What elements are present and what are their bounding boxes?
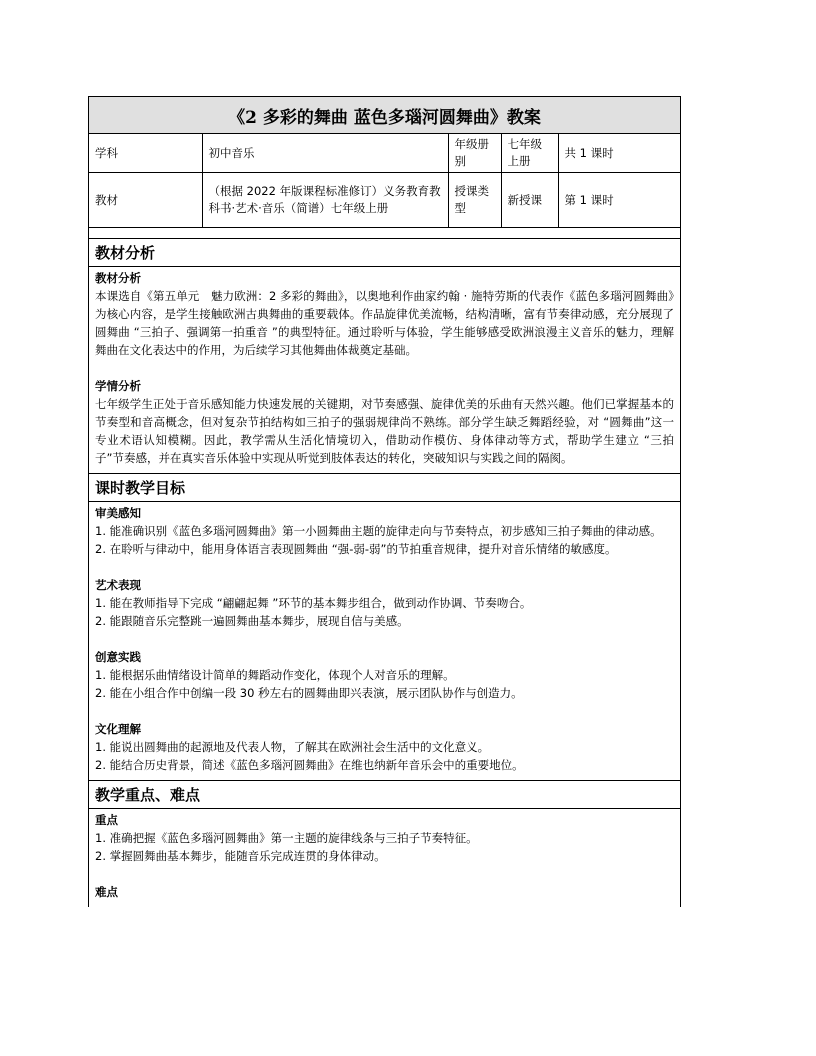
key-title: 重点 xyxy=(95,813,118,827)
culture-title: 文化理解 xyxy=(95,722,141,736)
document-title: 《2 多彩的舞曲 蓝色多瑙河圆舞曲》教案 xyxy=(89,97,680,134)
lesson-value: 第 1 课时 xyxy=(558,173,680,228)
section-heading-keypoints: 教学重点、难点 xyxy=(89,780,680,809)
subject-value: 初中音乐 xyxy=(202,134,448,173)
material-analysis-text: 本课选自《第五单元 魅力欧洲：2 多彩的舞曲》，以奥地利作曲家约翰 · 施特劳斯的代表作《蓝色多瑙河圆舞曲》为核心内容，是学生接触欧洲古典舞曲的重要载体。作品旋律优美流畅，结构清晰，富有节奏律动感，充分展现了圆舞曲 “三拍子、强调第一拍重音 ”的典型特征。通过聆听与体验，学生能够感受欧洲浪漫主义音乐的魅力，理解舞曲在文化表达中的作用，为后续学习其他舞曲体裁奠定基础。 xyxy=(95,289,674,357)
creative-item-1: 1. 能根据乐曲情绪设计简单的舞蹈动作变化，体现个人对音乐的理解。 xyxy=(95,668,455,682)
textbook-value: （根据 2022 年版课程标准修订）义务教育教科书·艺术·音乐（简谱）七年级上册 xyxy=(202,173,448,228)
art-item-2: 2. 能跟随音乐完整跳一遍圆舞曲基本舞步，展现自信与美感。 xyxy=(95,614,409,628)
type-label: 授课类型 xyxy=(448,173,501,228)
art-title: 艺术表现 xyxy=(95,578,141,592)
grade-value: 七年级上册 xyxy=(501,134,558,173)
lesson-plan-document xyxy=(88,96,681,907)
key-item-2: 2. 掌握圆舞曲基本舞步，能随音乐完成连贯的身体律动。 xyxy=(95,849,386,863)
culture-item-1: 1. 能说出圆舞曲的起源地及代表人物，了解其在欧洲社会生活中的文化意义。 xyxy=(95,740,490,754)
subject-label: 学科 xyxy=(89,134,202,173)
grade-label: 年级册别 xyxy=(448,134,501,173)
section-heading-objectives: 课时教学目标 xyxy=(89,473,680,502)
hours-value: 共 1 课时 xyxy=(558,134,680,173)
creative-item-2: 2. 能在小组合作中创编一段 30 秒左右的圆舞曲即兴表演，展示团队协作与创造力。 xyxy=(95,686,523,700)
textbook-label: 教材 xyxy=(89,173,202,228)
info-row-subject xyxy=(89,134,680,173)
culture-item-2: 2. 能结合历史背景，简述《蓝色多瑙河圆舞曲》在维也纳新年音乐会中的重要地位。 xyxy=(95,758,524,772)
creative-title: 创意实践 xyxy=(95,650,141,664)
aesthetic-title: 审美感知 xyxy=(95,506,141,520)
student-analysis-text: 七年级学生正处于音乐感知能力快速发展的关键期，对节奏感强、旋律优美的乐曲有天然兴趣。他们已掌握基本的节奏型和音高概念，但对复杂节拍结构如三拍子的强弱规律尚不熟练。部分学生缺乏舞蹈经验，对 “圆舞曲”这一专业术语认知模糊。因此，教学需从生活化情境切入，借助动作模仿、身体律动等方式，帮助学生建立 “三拍子”节奏感，并在真实音乐体验中实现从听觉到肢体表达的转化，突破知识与实践之间的隔阂。 xyxy=(95,397,674,465)
info-table xyxy=(89,134,680,228)
difficult-title: 难点 xyxy=(95,885,118,899)
section-analysis xyxy=(89,267,680,473)
student-analysis-title: 学情分析 xyxy=(95,379,141,393)
section-heading-analysis: 教材分析 xyxy=(89,238,680,267)
info-row-textbook xyxy=(89,173,680,228)
aesthetic-item-1: 1. 能准确识别《蓝色多瑙河圆舞曲》第一小圆舞曲主题的旋律走向与节奏特点，初步感知三拍子舞曲的律动感。 xyxy=(95,524,662,538)
material-analysis-title: 教材分析 xyxy=(95,271,141,285)
section-objectives xyxy=(89,502,680,780)
key-item-1: 1. 准确把握《蓝色多瑙河圆舞曲》第一主题的旋律线条与三拍子节奏特征。 xyxy=(95,831,478,845)
art-item-1: 1. 能在教师指导下完成 “翩翩起舞 ”环节的基本舞步组合，做到动作协调、节奏吻合。 xyxy=(95,596,532,610)
type-value: 新授课 xyxy=(501,173,558,228)
section-keypoints xyxy=(89,809,680,907)
aesthetic-item-2: 2. 在聆听与律动中，能用身体语言表现圆舞曲 “强-弱-弱”的节拍重音规律，提升对音乐情绪的敏感度。 xyxy=(95,542,617,556)
